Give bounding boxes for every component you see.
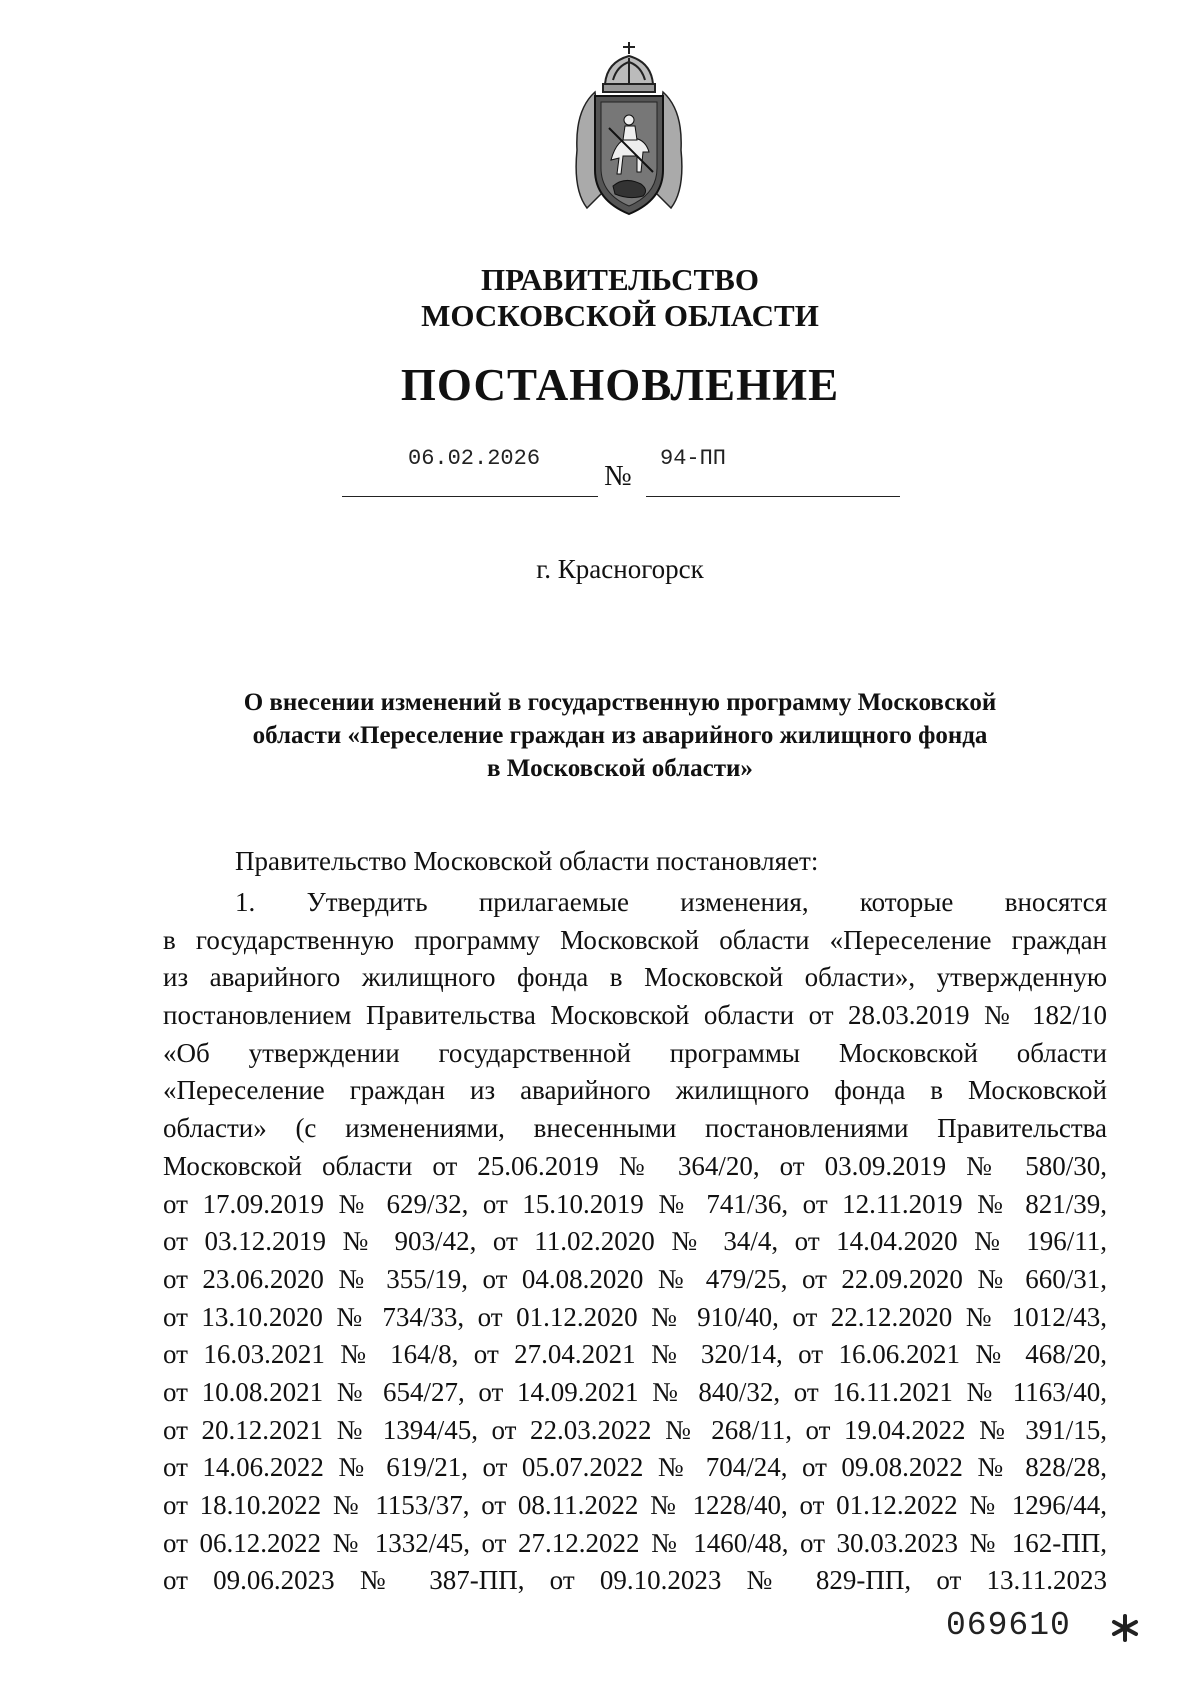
- body-line: от 13.10.2020 № 734/33, от 01.12.2020 № 910/40, от 22.12.2020 № 1012/43,: [163, 1301, 1107, 1332]
- body-line: в государственную программу Московской области «Переселение граждан: [163, 924, 1107, 955]
- serial-number: 069610: [946, 1607, 1071, 1644]
- city: г. Красногорск: [536, 554, 704, 584]
- number-underline: [646, 496, 900, 497]
- body-line: области» (с изменениями, внесенными постановлениями Правительства: [163, 1113, 1107, 1144]
- body-line: от 20.12.2021 № 1394/45, от 22.03.2022 № 268/11, от 19.04.2022 № 391/15,: [163, 1414, 1107, 1445]
- body-line: постановлением Правительства Московской области от 28.03.2019 № 182/10: [163, 1000, 1107, 1031]
- title-line: О внесении изменений в государственную программу Московской: [243, 689, 997, 716]
- body-line: «Об утверждении государственной программы Московской области: [163, 1037, 1107, 1068]
- body-line: от 18.10.2022 № 1153/37, от 08.11.2022 № 1228/40, от 01.12.2022 № 1296/44,: [163, 1490, 1107, 1520]
- number-sign: №: [604, 460, 632, 492]
- org-name-line-1: ПРАВИТЕЛЬСТВО: [481, 262, 759, 297]
- org-name-line-2: МОСКОВСКОЙ ОБЛАСТИ: [421, 298, 819, 333]
- title-line: в Московской области»: [487, 755, 753, 782]
- title-line: области «Переселение граждан из аварийного жилищного фонда: [252, 722, 988, 749]
- date-underline: [342, 496, 598, 497]
- body-line: от 23.06.2020 № 355/19, от 04.08.2020 № 479/25, от 22.09.2020 № 660/31,: [163, 1263, 1107, 1294]
- body-line: от 03.12.2019 № 903/42, от 11.02.2020 № 34/4, от 14.04.2020 № 196/11,: [163, 1226, 1107, 1257]
- document-number: 94-ПП: [660, 446, 727, 471]
- body-line: Московской области от 25.06.2019 № 364/20, от 03.09.2019 № 580/30,: [163, 1150, 1107, 1181]
- document-date: 06.02.2026: [408, 446, 541, 471]
- body-line: 1. Утвердить прилагаемые изменения, которые вносятся: [235, 887, 1107, 917]
- body-line: от 14.06.2022 № 619/21, от 05.07.2022 № 704/24, от 09.08.2022 № 828/28,: [163, 1452, 1107, 1483]
- body-line: от 17.09.2019 № 629/32, от 15.10.2019 № 741/36, от 12.11.2019 № 821/39,: [163, 1188, 1107, 1219]
- body-paragraph: [163, 884, 1107, 1600]
- document-type: ПОСТАНОВЛЕНИЕ: [400, 360, 840, 410]
- document-title: [150, 686, 1090, 785]
- body-line: из аварийного жилищного фонда в Московской области», утвержденную: [163, 962, 1107, 993]
- body-line: от 09.06.2023 № 387-ПП, от 09.10.2023 № 829-ПП, от 13.11.2023: [163, 1565, 1107, 1596]
- coat-of-arms-icon: [565, 40, 693, 220]
- body-line: от 06.12.2022 № 1332/45, от 27.12.2022 № 1460/48, от 30.03.2023 № 162-ПП,: [163, 1527, 1107, 1558]
- body-line: от 16.03.2021 № 164/8, от 27.04.2021 № 320/14, от 16.06.2021 № 468/20,: [163, 1339, 1107, 1370]
- body-line: «Переселение граждан из аварийного жилищного фонда в Московской: [163, 1075, 1107, 1106]
- asterisk-star-icon: [1110, 1613, 1140, 1643]
- body-line: от 10.08.2021 № 654/27, от 14.09.2021 № 840/32, от 16.11.2021 № 1163/40,: [163, 1376, 1107, 1407]
- body-intro: Правительство Московской области постановляет:: [235, 846, 819, 876]
